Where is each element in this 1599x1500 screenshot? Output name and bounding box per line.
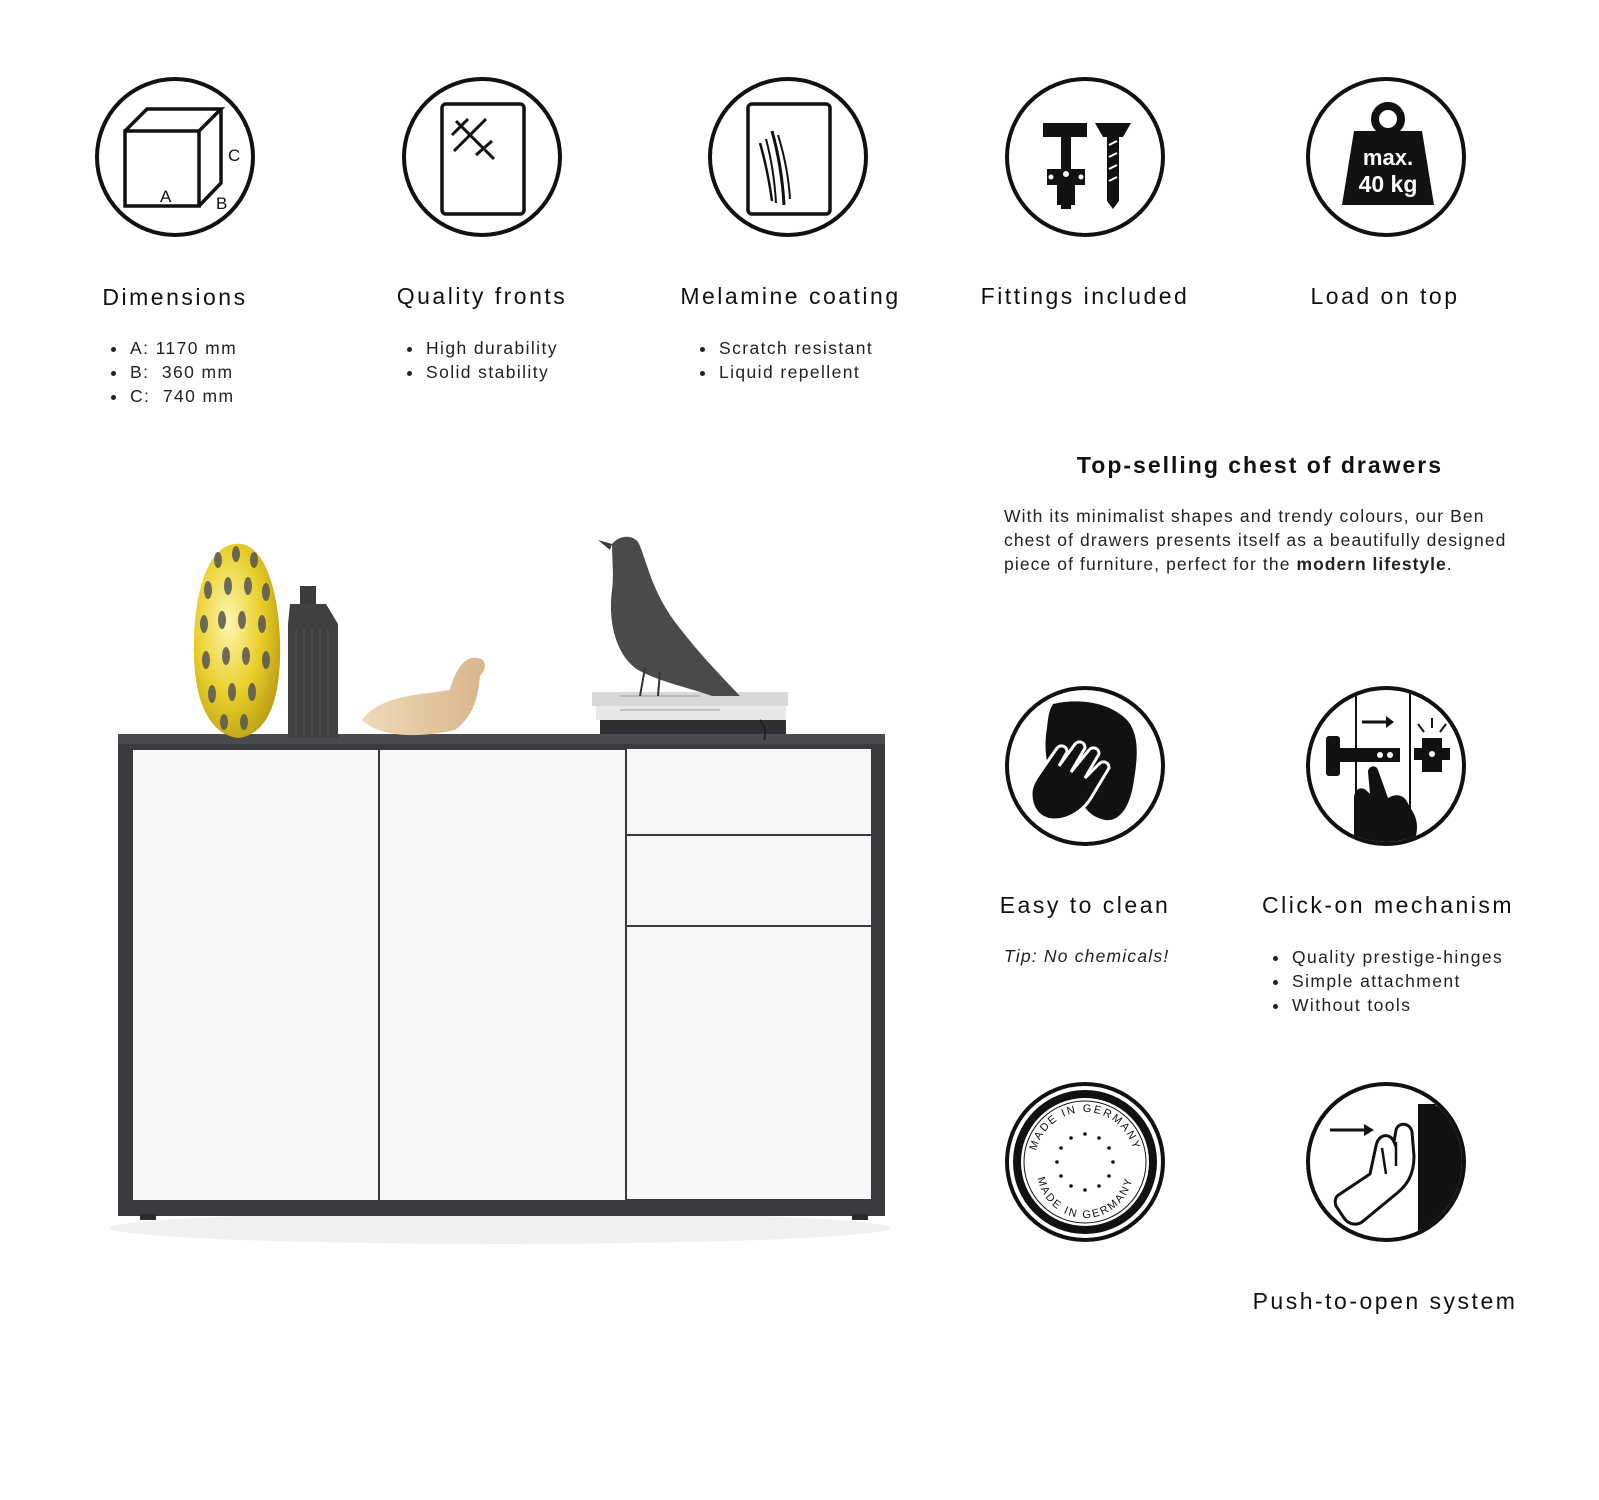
book-stack xyxy=(600,720,786,734)
description-end: . xyxy=(1446,554,1453,574)
sideboard-product-image xyxy=(100,520,900,1260)
svg-text:B: B xyxy=(216,194,228,213)
list-item: • Quality prestige-hinges xyxy=(1290,945,1503,969)
list-item: • Simple attachment xyxy=(1290,969,1503,993)
quality-fronts-list xyxy=(402,336,558,384)
list-item: • Liquid repellent xyxy=(717,360,873,384)
description-emphasis: modern lifestyle xyxy=(1296,554,1447,574)
list-item: • Solid stability xyxy=(424,360,558,384)
hinge-screw-icon xyxy=(1005,77,1165,237)
svg-text:MADE IN GERMANY: MADE IN GERMANY xyxy=(1027,1102,1143,1152)
click-hinge-icon xyxy=(1306,686,1466,846)
description-text: With its minimalist shapes and trendy colours, our Ben chest of drawers presents itself as a beautifully designed piece of furniture, perfect for the xyxy=(1004,506,1507,574)
list-item: • A: 1170 mm xyxy=(128,336,237,360)
weight-icon xyxy=(1306,77,1466,237)
feature-title-push-to-open: Push-to-open system xyxy=(1252,1288,1518,1314)
product-description xyxy=(1004,504,1524,576)
feature-title-melamine-coating: Melamine coating xyxy=(680,283,901,309)
melamine-coating-list xyxy=(695,336,873,384)
product-headline: Top-selling chest of drawers xyxy=(1076,452,1444,478)
svg-text:MADE IN GERMANY: MADE IN GERMANY xyxy=(1034,1175,1136,1222)
feature-title-quality-fronts: Quality fronts xyxy=(396,283,568,309)
feature-title-load-on-top: Load on top xyxy=(1310,283,1460,309)
svg-text:max.: max. xyxy=(1362,145,1414,170)
cleaning-tip: Tip: No chemicals! xyxy=(1004,946,1170,966)
feature-title-dimensions: Dimensions xyxy=(102,284,248,310)
svg-text:C: C xyxy=(228,146,241,165)
feature-title-click-on-mechanism: Click-on mechanism xyxy=(1262,892,1515,918)
feature-title-easy-to-clean: Easy to clean xyxy=(999,892,1171,918)
door-front-middle xyxy=(380,750,625,1200)
yellow-vase xyxy=(194,544,280,738)
black-bird-figurine xyxy=(611,537,740,696)
drawer-front-top xyxy=(627,749,871,834)
list-item: • C: 740 mm xyxy=(128,384,237,408)
list-item: • High durability xyxy=(424,336,558,360)
wooden-bird xyxy=(362,658,485,736)
list-item: • Scratch resistant xyxy=(717,336,873,360)
door-front-left xyxy=(133,750,378,1200)
cleaning-hand-icon xyxy=(1005,686,1165,846)
list-item: • Without tools xyxy=(1290,993,1503,1017)
cube-dimensions-icon xyxy=(95,77,255,237)
drawer-front-middle xyxy=(627,836,871,925)
click-on-mechanism-list xyxy=(1268,945,1503,1017)
dimensions-list xyxy=(106,336,237,408)
push-to-open-icon xyxy=(1306,1082,1466,1242)
scratch-panel-icon xyxy=(708,77,868,237)
svg-text:A: A xyxy=(160,187,172,206)
made-in-germany-seal-icon xyxy=(1005,1082,1165,1242)
door-front-right xyxy=(627,927,871,1199)
list-item: • B: 360 mm xyxy=(128,360,237,384)
svg-text:40 kg: 40 kg xyxy=(1358,171,1418,197)
feature-title-fittings-included: Fittings included xyxy=(980,283,1190,309)
front-panel-icon xyxy=(402,77,562,237)
